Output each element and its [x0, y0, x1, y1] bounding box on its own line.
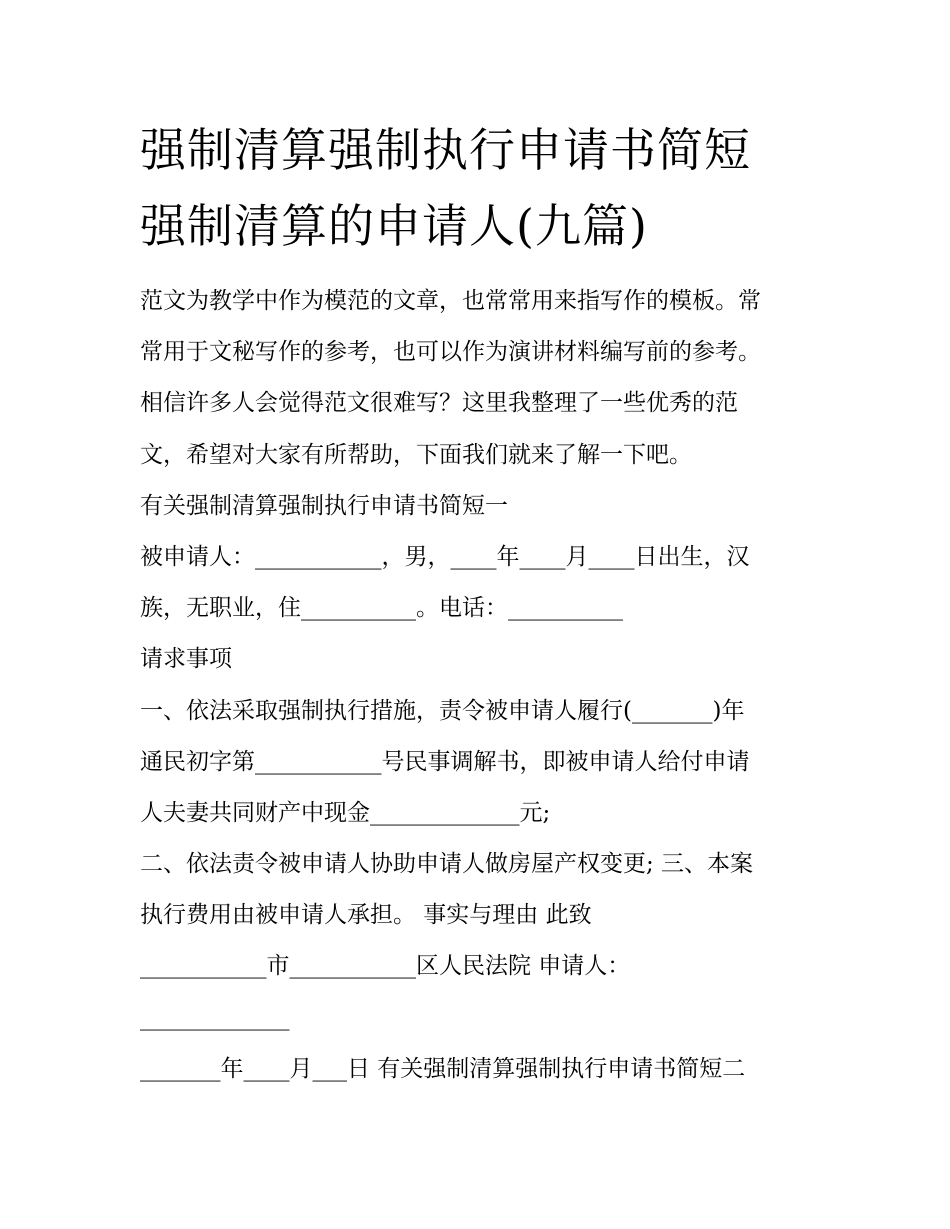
title-line-2: 强制清算的申请人(九篇) [140, 199, 648, 253]
body-line: 常用于文秘写作的参考，也可以作为演讲材料编写前的参考。 [140, 339, 761, 366]
title-line-1: 强制清算强制执行申请书简短 [140, 123, 751, 177]
document-title [140, 112, 840, 264]
body-line: 二、依法责令被申请人协助申请人做房屋产权变更; 三、本案 [140, 851, 754, 878]
body-line: 一、依法采取强制执行措施，责令被申请人履行(_______)年 [140, 697, 745, 724]
section-heading: 请求事项 [140, 646, 232, 673]
body-line: 相信许多人会觉得范文很难写？这里我整理了一些优秀的范 [140, 390, 738, 417]
body-line: _______年____月___日 有关强制清算强制执行申请书简短二 [140, 1055, 746, 1082]
body-line: ___________市___________区人民法院 申请人： [140, 953, 631, 980]
body-line: 范文为教学中作为模范的文章，也常常用来指写作的模板。常 [140, 288, 761, 314]
body-line: 族，无职业，住__________。电话：__________ [140, 595, 623, 622]
document-body [140, 276, 820, 1095]
section-heading: 有关强制清算强制执行申请书简短一 [140, 492, 508, 519]
body-line: 人夫妻共同财产中现金_____________元; [140, 799, 551, 826]
body-line: 文，希望对大家有所帮助，下面我们就来了解一下吧。 [140, 441, 692, 468]
body-line: 被申请人：___________，男，____年____月____日出生，汉 [140, 543, 750, 570]
body-line: 执行费用由被申请人承担。 事实与理由 此致 [140, 902, 592, 929]
signature-blank: _____________ [140, 1004, 290, 1031]
body-line: 通民初字第___________号民事调解书，即被申请人给付申请 [140, 748, 750, 775]
